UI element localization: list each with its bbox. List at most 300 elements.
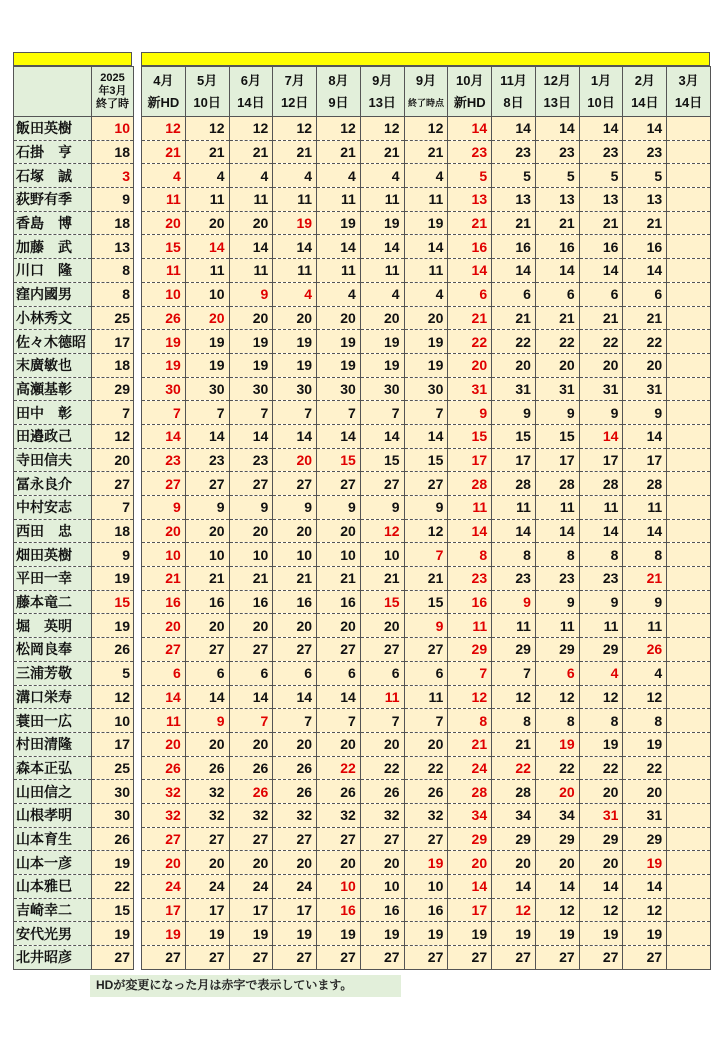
handicap-cell: 15 bbox=[492, 424, 536, 448]
handicap-cell: 11 bbox=[404, 685, 448, 709]
handicap-cell: 14 bbox=[579, 875, 623, 899]
table-row bbox=[142, 614, 711, 638]
handicap-cell: 20 bbox=[185, 519, 229, 543]
player-name: 西田 忠 bbox=[14, 519, 92, 543]
handicap-cell: 20 bbox=[273, 306, 317, 330]
handicap-cell: 19 bbox=[404, 330, 448, 354]
player-name: 中村安志 bbox=[14, 496, 92, 520]
handicap-cell: 9 bbox=[535, 590, 579, 614]
handicap-cell: 14 bbox=[317, 685, 361, 709]
handicap-cell: 26 bbox=[317, 780, 361, 804]
handicap-cell: 21 bbox=[492, 211, 536, 235]
handicap-cell: 29 bbox=[623, 827, 667, 851]
handicap-cell: 27 bbox=[623, 946, 667, 970]
handicap-cell: 27 bbox=[360, 827, 404, 851]
empty-cell bbox=[667, 803, 711, 827]
month-header bbox=[535, 67, 579, 117]
handicap-cell: 15 bbox=[404, 448, 448, 472]
table-row bbox=[142, 685, 711, 709]
player-name: 村田清隆 bbox=[14, 732, 92, 756]
handicap-cell: 32 bbox=[273, 803, 317, 827]
handicap-cell: 15 bbox=[360, 590, 404, 614]
empty-cell bbox=[667, 259, 711, 283]
month-header bbox=[229, 67, 273, 117]
handicap-cell: 10 bbox=[404, 875, 448, 899]
empty-cell bbox=[667, 780, 711, 804]
handicap-cell: 27 bbox=[273, 946, 317, 970]
handicap-cell: 21 bbox=[360, 140, 404, 164]
empty-cell bbox=[667, 922, 711, 946]
empty-cell bbox=[667, 946, 711, 970]
handicap-cell: 11 bbox=[142, 188, 186, 212]
handicap-cell: 19 bbox=[185, 922, 229, 946]
player-name: 荻野有季 bbox=[14, 188, 92, 212]
handicap-cell: 12 bbox=[535, 898, 579, 922]
base-handicap: 18 bbox=[92, 353, 134, 377]
base-handicap: 30 bbox=[92, 803, 134, 827]
handicap-cell: 8 bbox=[492, 543, 536, 567]
table-row bbox=[142, 188, 711, 212]
handicap-cell: 14 bbox=[623, 519, 667, 543]
handicap-cell: 21 bbox=[492, 732, 536, 756]
handicap-cell: 9 bbox=[404, 614, 448, 638]
handicap-cell: 16 bbox=[360, 898, 404, 922]
handicap-cell: 19 bbox=[273, 922, 317, 946]
handicap-cell: 12 bbox=[492, 898, 536, 922]
handicap-cell: 27 bbox=[142, 827, 186, 851]
month-date: 12日 bbox=[280, 94, 309, 110]
handicap-cell: 20 bbox=[360, 306, 404, 330]
handicap-cell: 17 bbox=[623, 448, 667, 472]
month-header bbox=[579, 67, 623, 117]
handicap-cell: 19 bbox=[579, 732, 623, 756]
handicap-cell: 19 bbox=[404, 922, 448, 946]
empty-cell bbox=[667, 424, 711, 448]
handicap-cell: 17 bbox=[273, 898, 317, 922]
handicap-cell: 22 bbox=[360, 756, 404, 780]
handicap-cell: 31 bbox=[579, 803, 623, 827]
handicap-cell: 14 bbox=[360, 235, 404, 259]
month-header bbox=[185, 67, 229, 117]
table-row bbox=[14, 709, 134, 733]
handicap-cell: 8 bbox=[448, 709, 492, 733]
handicap-cell: 14 bbox=[142, 424, 186, 448]
handicap-cell: 23 bbox=[492, 567, 536, 591]
handicap-cell: 20 bbox=[229, 306, 273, 330]
handicap-cell: 14 bbox=[404, 424, 448, 448]
handicap-cell: 21 bbox=[185, 140, 229, 164]
table-row bbox=[142, 803, 711, 827]
handicap-cell: 32 bbox=[360, 803, 404, 827]
empty-cell bbox=[667, 827, 711, 851]
handicap-cell: 8 bbox=[448, 543, 492, 567]
handicap-cell: 20 bbox=[273, 519, 317, 543]
month-date: 13日 bbox=[543, 94, 571, 110]
handicap-cell: 7 bbox=[317, 709, 361, 733]
handicap-cell: 10 bbox=[360, 875, 404, 899]
handicap-cell: 30 bbox=[185, 377, 229, 401]
handicap-cell: 26 bbox=[273, 780, 317, 804]
handicap-cell: 19 bbox=[317, 353, 361, 377]
handicap-cell: 20 bbox=[623, 353, 667, 377]
empty-cell bbox=[667, 638, 711, 662]
handicap-cell: 20 bbox=[273, 732, 317, 756]
handicap-cell: 27 bbox=[579, 946, 623, 970]
handicap-cell: 27 bbox=[185, 472, 229, 496]
handicap-cell: 10 bbox=[273, 543, 317, 567]
month-label: 2月 bbox=[634, 72, 655, 88]
handicap-cell: 27 bbox=[185, 827, 229, 851]
handicap-cell: 20 bbox=[360, 614, 404, 638]
base-handicap: 8 bbox=[92, 282, 134, 306]
handicap-cell: 32 bbox=[404, 803, 448, 827]
handicap-cell: 29 bbox=[492, 827, 536, 851]
base-handicap: 17 bbox=[92, 330, 134, 354]
handicap-cell: 20 bbox=[185, 732, 229, 756]
handicap-cell: 23 bbox=[185, 448, 229, 472]
handicap-cell: 12 bbox=[579, 685, 623, 709]
footnote: HDが変更になった月は赤字で表示しています。 bbox=[90, 975, 401, 997]
handicap-cell: 16 bbox=[404, 898, 448, 922]
table-row bbox=[142, 590, 711, 614]
table-row bbox=[142, 898, 711, 922]
month-label: 6月 bbox=[240, 72, 262, 88]
handicap-cell: 27 bbox=[404, 472, 448, 496]
player-name: 冨永良介 bbox=[14, 472, 92, 496]
base-handicap: 15 bbox=[92, 898, 134, 922]
handicap-cell: 27 bbox=[492, 946, 536, 970]
player-name: 溝口栄寿 bbox=[14, 685, 92, 709]
handicap-cell: 26 bbox=[142, 306, 186, 330]
handicap-cell: 20 bbox=[229, 519, 273, 543]
handicap-cell: 7 bbox=[229, 709, 273, 733]
handicap-cell: 14 bbox=[273, 424, 317, 448]
empty-cell bbox=[667, 188, 711, 212]
handicap-cell: 16 bbox=[448, 590, 492, 614]
handicap-cell: 29 bbox=[579, 827, 623, 851]
handicap-cell: 11 bbox=[492, 496, 536, 520]
handicap-cell: 10 bbox=[142, 282, 186, 306]
empty-cell bbox=[667, 590, 711, 614]
handicap-cell: 21 bbox=[448, 732, 492, 756]
handicap-cell: 8 bbox=[579, 543, 623, 567]
handicap-cell: 11 bbox=[492, 614, 536, 638]
handicap-cell: 21 bbox=[273, 140, 317, 164]
handicap-cell: 21 bbox=[229, 567, 273, 591]
handicap-cell: 32 bbox=[142, 803, 186, 827]
handicap-cell: 29 bbox=[448, 827, 492, 851]
base-header: 2025 年3月 終了時 bbox=[92, 67, 134, 117]
base-handicap: 29 bbox=[92, 377, 134, 401]
table-row bbox=[14, 543, 134, 567]
handicap-cell: 9 bbox=[404, 496, 448, 520]
handicap-cell: 22 bbox=[404, 756, 448, 780]
handicap-cell: 10 bbox=[185, 282, 229, 306]
handicap-cell: 7 bbox=[273, 709, 317, 733]
player-name: 川口 隆 bbox=[14, 259, 92, 283]
player-name: 森本正弘 bbox=[14, 756, 92, 780]
table-row bbox=[14, 117, 134, 141]
handicap-cell: 27 bbox=[317, 472, 361, 496]
handicap-cell: 34 bbox=[492, 803, 536, 827]
table-row bbox=[14, 448, 134, 472]
handicap-cell: 15 bbox=[448, 424, 492, 448]
handicap-cell: 20 bbox=[317, 306, 361, 330]
handicap-cell: 19 bbox=[229, 353, 273, 377]
handicap-cell: 14 bbox=[535, 875, 579, 899]
handicap-cell: 12 bbox=[623, 685, 667, 709]
month-date: 8日 bbox=[503, 94, 524, 110]
handicap-cell: 17 bbox=[142, 898, 186, 922]
handicap-cell: 26 bbox=[229, 780, 273, 804]
handicap-cell: 31 bbox=[535, 377, 579, 401]
player-name: 窪内國男 bbox=[14, 282, 92, 306]
table-row bbox=[14, 401, 134, 425]
handicap-cell: 21 bbox=[404, 567, 448, 591]
base-handicap: 18 bbox=[92, 140, 134, 164]
handicap-cell: 14 bbox=[317, 235, 361, 259]
table-row bbox=[14, 140, 134, 164]
handicap-cell: 21 bbox=[535, 211, 579, 235]
header-band-right bbox=[141, 52, 710, 66]
handicap-cell: 14 bbox=[229, 235, 273, 259]
handicap-cell: 19 bbox=[404, 851, 448, 875]
handicap-cell: 14 bbox=[492, 875, 536, 899]
handicap-cell: 14 bbox=[535, 117, 579, 141]
empty-cell bbox=[667, 732, 711, 756]
handicap-cell: 6 bbox=[229, 661, 273, 685]
handicap-cell: 11 bbox=[448, 614, 492, 638]
handicap-cell: 20 bbox=[492, 851, 536, 875]
handicap-cell: 20 bbox=[229, 732, 273, 756]
handicap-cell: 27 bbox=[360, 472, 404, 496]
handicap-cell: 20 bbox=[229, 614, 273, 638]
handicap-cell: 27 bbox=[229, 946, 273, 970]
handicap-cell: 14 bbox=[142, 685, 186, 709]
base-handicap: 25 bbox=[92, 756, 134, 780]
month-date: 新HD bbox=[453, 94, 486, 110]
handicap-cell: 23 bbox=[448, 567, 492, 591]
handicap-cell: 20 bbox=[273, 448, 317, 472]
handicap-cell: 27 bbox=[142, 638, 186, 662]
handicap-cell: 4 bbox=[317, 164, 361, 188]
handicap-cell: 22 bbox=[448, 330, 492, 354]
handicap-cell: 20 bbox=[273, 851, 317, 875]
handicap-cell: 19 bbox=[623, 851, 667, 875]
handicap-cell: 11 bbox=[360, 685, 404, 709]
handicap-cell: 11 bbox=[142, 259, 186, 283]
empty-cell bbox=[667, 448, 711, 472]
table-row bbox=[14, 827, 134, 851]
handicap-cell: 9 bbox=[273, 496, 317, 520]
handicap-cell: 19 bbox=[404, 353, 448, 377]
empty-cell bbox=[667, 330, 711, 354]
handicap-cell: 19 bbox=[273, 330, 317, 354]
handicap-cell: 12 bbox=[623, 898, 667, 922]
empty-cell bbox=[667, 211, 711, 235]
table-row bbox=[14, 235, 134, 259]
handicap-cell: 5 bbox=[535, 164, 579, 188]
handicap-cell: 27 bbox=[185, 946, 229, 970]
handicap-cell: 30 bbox=[317, 377, 361, 401]
handicap-cell: 19 bbox=[404, 211, 448, 235]
handicap-cell: 21 bbox=[229, 140, 273, 164]
handicap-cell: 19 bbox=[142, 353, 186, 377]
handicap-cell: 27 bbox=[142, 946, 186, 970]
handicap-cell: 27 bbox=[317, 946, 361, 970]
table-row bbox=[14, 496, 134, 520]
handicap-cell: 14 bbox=[360, 424, 404, 448]
table-row bbox=[142, 377, 711, 401]
handicap-cell: 22 bbox=[492, 756, 536, 780]
handicap-cell: 6 bbox=[185, 661, 229, 685]
handicap-cell: 19 bbox=[317, 211, 361, 235]
handicap-cell: 8 bbox=[535, 543, 579, 567]
handicap-cell: 24 bbox=[229, 875, 273, 899]
month-label: 4月 bbox=[153, 72, 174, 88]
handicap-cell: 27 bbox=[317, 638, 361, 662]
player-name: 山田信之 bbox=[14, 780, 92, 804]
handicap-cell: 23 bbox=[229, 448, 273, 472]
handicap-cell: 27 bbox=[185, 638, 229, 662]
handicap-cell: 11 bbox=[404, 259, 448, 283]
base-handicap: 30 bbox=[92, 780, 134, 804]
base-handicap: 3 bbox=[92, 164, 134, 188]
table-row bbox=[142, 543, 711, 567]
handicap-cell: 22 bbox=[317, 756, 361, 780]
player-name: 田中 彰 bbox=[14, 401, 92, 425]
empty-cell bbox=[667, 401, 711, 425]
handicap-cell: 6 bbox=[448, 282, 492, 306]
handicap-cell: 32 bbox=[185, 780, 229, 804]
player-name: 畑田英樹 bbox=[14, 543, 92, 567]
handicap-cell: 5 bbox=[579, 164, 623, 188]
handicap-cell: 21 bbox=[360, 567, 404, 591]
handicap-cell: 5 bbox=[492, 164, 536, 188]
handicap-cell: 24 bbox=[273, 875, 317, 899]
table-row bbox=[142, 780, 711, 804]
handicap-cell: 5 bbox=[623, 164, 667, 188]
player-name: 佐々木德昭 bbox=[14, 330, 92, 354]
handicap-cell: 21 bbox=[404, 140, 448, 164]
handicap-cell: 14 bbox=[185, 424, 229, 448]
table-row bbox=[142, 472, 711, 496]
base-handicap: 18 bbox=[92, 519, 134, 543]
handicap-cell: 28 bbox=[535, 472, 579, 496]
handicap-cell: 6 bbox=[404, 661, 448, 685]
table-row bbox=[14, 306, 134, 330]
handicap-cell: 11 bbox=[317, 188, 361, 212]
base-handicap: 12 bbox=[92, 685, 134, 709]
handicap-cell: 26 bbox=[142, 756, 186, 780]
handicap-cell: 9 bbox=[185, 709, 229, 733]
handicap-cell: 22 bbox=[623, 756, 667, 780]
handicap-cell: 14 bbox=[492, 117, 536, 141]
handicap-cell: 21 bbox=[492, 306, 536, 330]
empty-cell bbox=[667, 567, 711, 591]
handicap-cell: 15 bbox=[535, 424, 579, 448]
handicap-cell: 14 bbox=[273, 685, 317, 709]
handicap-cell: 21 bbox=[579, 211, 623, 235]
names-table bbox=[13, 66, 134, 970]
handicap-cell: 14 bbox=[273, 235, 317, 259]
table-row bbox=[142, 235, 711, 259]
month-date: 14日 bbox=[674, 94, 703, 110]
handicap-cell: 34 bbox=[535, 803, 579, 827]
base-handicap: 26 bbox=[92, 827, 134, 851]
handicap-cell: 21 bbox=[623, 306, 667, 330]
handicap-cell: 31 bbox=[623, 377, 667, 401]
base-handicap: 27 bbox=[92, 472, 134, 496]
handicap-cell: 22 bbox=[535, 756, 579, 780]
handicap-cell: 20 bbox=[142, 519, 186, 543]
handicap-cell: 20 bbox=[492, 353, 536, 377]
handicap-cell: 13 bbox=[448, 188, 492, 212]
table-row bbox=[14, 614, 134, 638]
table-row bbox=[142, 282, 711, 306]
month-date: 終了時点 bbox=[407, 97, 444, 108]
month-label: 5月 bbox=[197, 72, 218, 88]
handicap-cell: 16 bbox=[317, 898, 361, 922]
handicap-cell: 30 bbox=[142, 377, 186, 401]
handicap-cell: 14 bbox=[623, 259, 667, 283]
player-name: 香島 博 bbox=[14, 211, 92, 235]
empty-cell bbox=[667, 875, 711, 899]
base-handicap: 26 bbox=[92, 638, 134, 662]
handicap-cell: 19 bbox=[535, 922, 579, 946]
handicap-cell: 23 bbox=[492, 140, 536, 164]
handicap-cell: 17 bbox=[448, 898, 492, 922]
handicap-cell: 20 bbox=[185, 306, 229, 330]
handicap-cell: 27 bbox=[142, 472, 186, 496]
handicap-cell: 21 bbox=[535, 306, 579, 330]
handicap-cell: 7 bbox=[185, 401, 229, 425]
table-row bbox=[14, 519, 134, 543]
table-row bbox=[14, 756, 134, 780]
handicap-cell: 7 bbox=[142, 401, 186, 425]
table-row bbox=[14, 259, 134, 283]
handicap-cell: 10 bbox=[317, 875, 361, 899]
handicap-cell: 30 bbox=[404, 377, 448, 401]
player-name: 三浦芳敬 bbox=[14, 661, 92, 685]
month-label: 3月 bbox=[678, 72, 699, 88]
player-name: 高瀬基彰 bbox=[14, 377, 92, 401]
handicap-cell: 27 bbox=[448, 946, 492, 970]
table-row bbox=[14, 377, 134, 401]
handicap-cell: 14 bbox=[579, 117, 623, 141]
base-handicap: 18 bbox=[92, 211, 134, 235]
handicap-cell: 17 bbox=[185, 898, 229, 922]
handicap-cell: 20 bbox=[142, 211, 186, 235]
handicap-cell: 9 bbox=[229, 496, 273, 520]
table-row bbox=[142, 401, 711, 425]
handicap-cell: 19 bbox=[142, 330, 186, 354]
handicap-cell: 12 bbox=[579, 898, 623, 922]
handicap-cell: 12 bbox=[448, 685, 492, 709]
handicap-cell: 6 bbox=[273, 661, 317, 685]
handicap-cell: 9 bbox=[623, 401, 667, 425]
handicap-cell: 19 bbox=[273, 211, 317, 235]
handicap-cell: 16 bbox=[623, 235, 667, 259]
month-date: 10日 bbox=[587, 94, 615, 110]
month-date: 14日 bbox=[237, 94, 265, 110]
handicap-cell: 16 bbox=[535, 235, 579, 259]
handicap-cell: 23 bbox=[579, 567, 623, 591]
handicap-cell: 12 bbox=[142, 117, 186, 141]
handicap-cell: 20 bbox=[142, 851, 186, 875]
empty-cell bbox=[667, 709, 711, 733]
handicap-cell: 14 bbox=[579, 519, 623, 543]
